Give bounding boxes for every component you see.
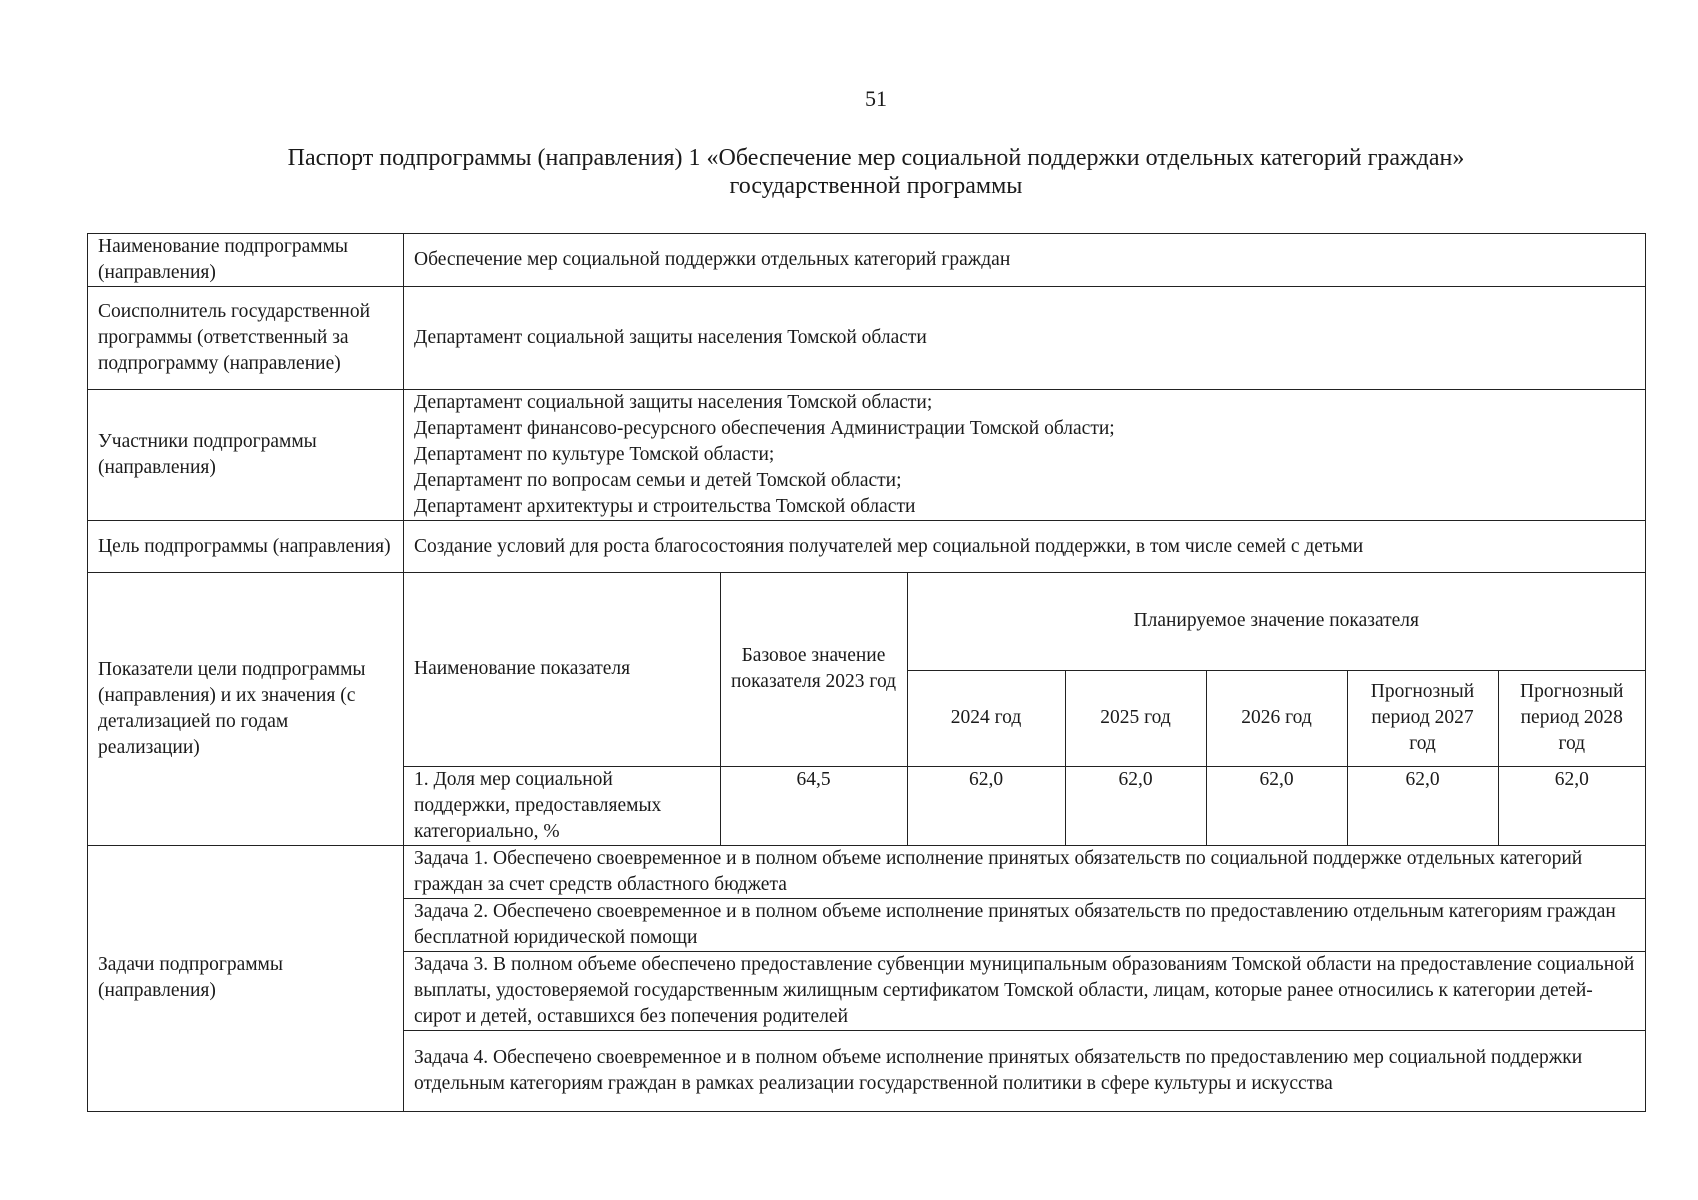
document-title — [0, 144, 1698, 200]
coexecutor-value: Департамент социальной защиты населения Томской области — [404, 287, 1646, 390]
task-item: Задача 2. Обеспечено своевременное и в полном объеме исполнение принятых обязательств по предоставлению отдельным категориям граждан бесплатной юридической помощи — [404, 899, 1645, 952]
row-tasks — [88, 846, 1646, 1112]
participant-item: Департамент архитектуры и строительства Томской области — [414, 496, 916, 517]
goal-label: Цель подпрограммы (направления) — [88, 521, 404, 573]
tasks-table — [404, 846, 1645, 1111]
participants-list — [404, 390, 1646, 521]
indicator-row — [404, 766, 1645, 845]
document-title-line-2: государственной программы — [729, 173, 1023, 199]
indicator-base-value: 64,5 — [720, 766, 907, 845]
task-item: Задача 4. Обеспечено своевременное и в полном объеме исполнение принятых обязательств по предоставлению мер социальной поддержки отдельным категориям граждан в рамках реализации государственной политики в сфере культуры и искусства — [404, 1031, 1645, 1111]
subprogram-name-value: Обеспечение мер социальной поддержки отдельных категорий граждан — [404, 234, 1646, 287]
indicator-value: 62,0 — [907, 766, 1065, 845]
indicator-value: 62,0 — [1347, 766, 1498, 845]
page-number: 51 — [865, 86, 887, 111]
base-value-header: Базовое значение показателя 2023 год — [720, 573, 907, 766]
indicator-value: 62,0 — [1498, 766, 1645, 845]
indicator-value: 62,0 — [1206, 766, 1347, 845]
participant-item: Департамент финансово-ресурсного обеспечения Администрации Томской области; — [414, 418, 1115, 439]
row-coexecutor — [88, 287, 1646, 390]
participant-item: Департамент по культуре Томской области; — [414, 444, 775, 465]
coexecutor-label: Соисполнитель государственной программы (ответственный за подпрограмму (направление) — [88, 287, 404, 390]
year-header: 2024 год — [907, 670, 1065, 766]
goal-value: Создание условий для роста благосостояния получателей мер социальной поддержки, в том числе семей с детьми — [404, 521, 1646, 573]
indicators-header-row — [404, 573, 1645, 670]
passport-table — [87, 233, 1646, 1112]
row-indicators — [88, 573, 1646, 846]
indicator-name-header: Наименование показателя — [404, 573, 720, 766]
participant-item: Департамент социальной защиты населения Томской области; — [414, 392, 933, 413]
year-header: Прогнозный период 2027 год — [1347, 670, 1498, 766]
year-header: 2025 год — [1065, 670, 1206, 766]
year-header: 2026 год — [1206, 670, 1347, 766]
participant-item: Департамент по вопросам семьи и детей Томской области; — [414, 470, 902, 491]
indicators-label: Показатели цели подпрограммы (направления) и их значения (с детализацией по годам реализации) — [88, 573, 404, 846]
tasks-label: Задачи подпрограммы (направления) — [88, 846, 404, 1112]
subprogram-name-label: Наименование подпрограммы (направления) — [88, 234, 404, 287]
tasks-cell — [404, 846, 1646, 1112]
participants-label: Участники подпрограммы (направления) — [88, 390, 404, 521]
planned-value-header: Планируемое значение показателя — [907, 573, 1645, 670]
indicators-table — [404, 573, 1645, 845]
task-item: Задача 1. Обеспечено своевременное и в полном объеме исполнение принятых обязательств по социальной поддержке отдельных категорий граждан за счет средств областного бюджета — [404, 846, 1645, 899]
task-item: Задача 3. В полном объеме обеспечено предоставление субвенции муниципальным образованиям Томской области на предоставление социальной выплаты, удостоверяемой государственным жилищным сертификатом Томской области, лицам, которые ранее относились к категории детей-сирот и детей, оставшихся без попечения родителей — [404, 952, 1645, 1031]
document-title-line-1: Паспорт подпрограммы (направления) 1 «Обеспечение мер социальной поддержки отдельных категорий граждан» — [287, 145, 1465, 171]
row-participants — [88, 390, 1646, 521]
year-header: Прогнозный период 2028 год — [1498, 670, 1645, 766]
row-goal — [88, 521, 1646, 573]
indicator-name: 1. Доля мер социальной поддержки, предоставляемых категориально, % — [404, 766, 720, 845]
indicator-value: 62,0 — [1065, 766, 1206, 845]
indicators-cell — [404, 573, 1646, 846]
row-subprogram-name — [88, 234, 1646, 287]
